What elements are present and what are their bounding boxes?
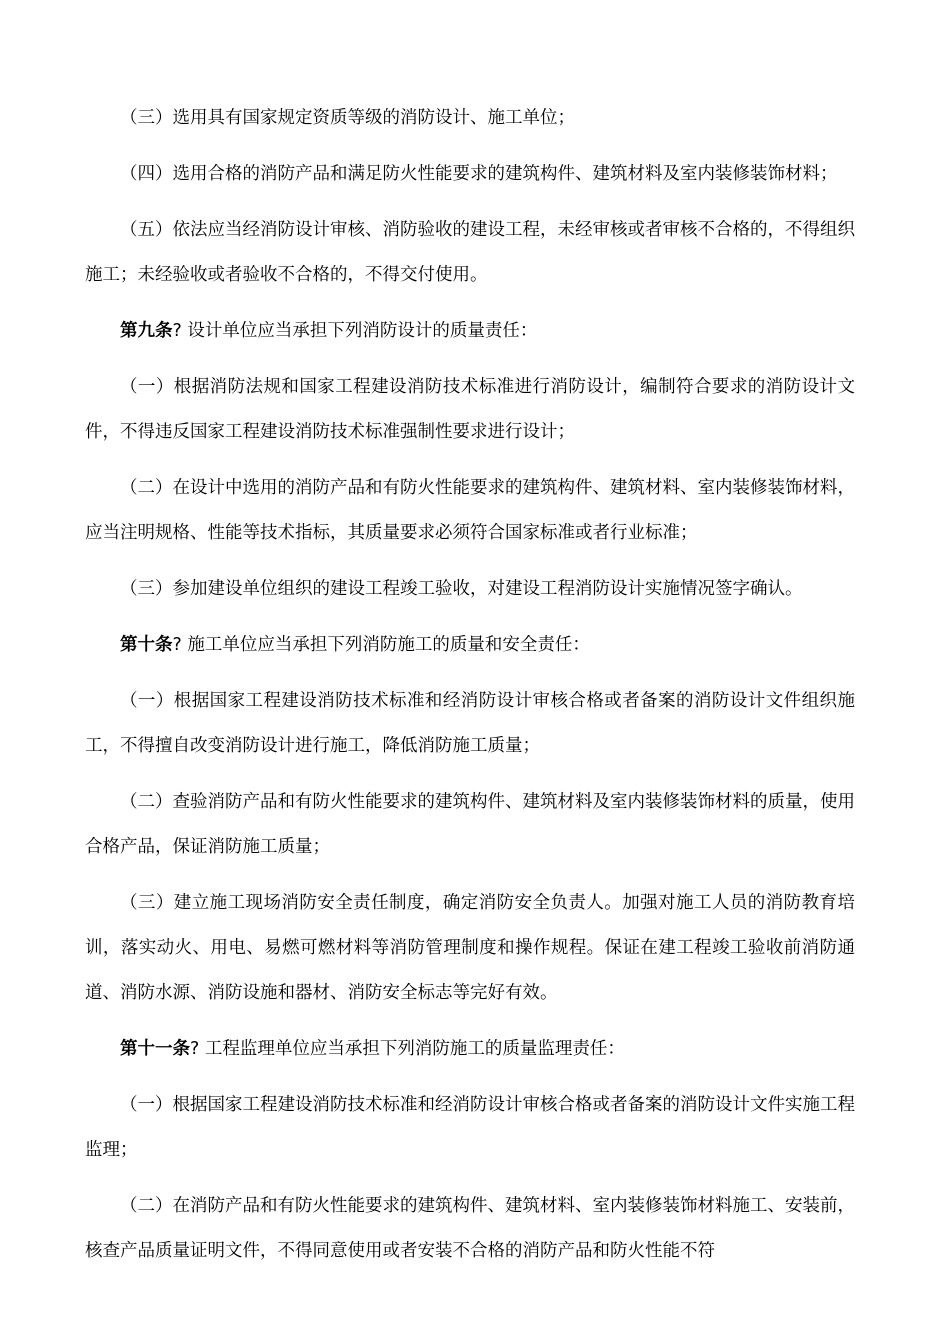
paragraph-3-3 [85, 96, 855, 141]
document-body [85, 96, 855, 1285]
paragraph-11-2 [85, 1184, 855, 1274]
paragraph-text: （四）选用合格的消防产品和满足防火性能要求的建筑构件、建筑材料及室内装修装饰材料； [120, 164, 838, 184]
paragraph-text: （三）参加建设单位组织的建设工程竣工验收，对建设工程消防设计实施情况签字确认。 [120, 579, 803, 599]
paragraph-11-1 [85, 1083, 855, 1173]
paragraph-3-4 [85, 152, 855, 197]
article-lead-text: ? 施工单位应当承担下列消防施工的质量和安全责任： [172, 635, 590, 655]
paragraph-9-1 [85, 365, 855, 455]
article-11 [85, 1027, 855, 1072]
article-title: 第九条 [120, 321, 173, 341]
paragraph-text: （一）根据消防法规和国家工程建设消防技术标准进行消防设计，编制符合要求的消防设计文件，不得违反国家工程建设消防技术标准强制性要求进行设计； [85, 377, 855, 442]
paragraph-text: （二）查验消防产品和有防火性能要求的建筑构件、建筑材料及室内装修装饰材料的质量，使用合格产品，保证消防施工质量； [85, 792, 855, 857]
paragraph-text: （二）在消防产品和有防火性能要求的建筑构件、建筑材料、室内装修装饰材料施工、安装前，核查产品质量证明文件，不得同意使用或者安装不合格的消防产品和防火性能不符 [85, 1196, 855, 1261]
article-10 [85, 623, 855, 668]
paragraph-text: （一）根据国家工程建设消防技术标准和经消防设计审核合格或者备案的消防设计文件实施工程监理； [85, 1095, 855, 1160]
article-lead-text: ? 工程监理单位应当承担下列消防施工的质量监理责任： [190, 1039, 625, 1059]
paragraph-10-1 [85, 679, 855, 769]
article-lead-text: ? 设计单位应当承担下列消防设计的质量责任： [172, 321, 538, 341]
paragraph-9-2 [85, 466, 855, 556]
paragraph-3-5 [85, 208, 855, 298]
paragraph-10-3 [85, 881, 855, 1016]
paragraph-text: （二）在设计中选用的消防产品和有防火性能要求的建筑构件、建筑材料、室内装修装饰材料，应当注明规格、性能等技术指标，其质量要求必须符合国家标准或者行业标准； [85, 478, 855, 543]
article-9 [85, 309, 855, 354]
paragraph-text: （三）建立施工现场消防安全责任制度，确定消防安全负责人。加强对施工人员的消防教育培训，落实动火、用电、易燃可燃材料等消防管理制度和操作规程。保证在建工程竣工验收前消防通道、消防水源、消防设施和器材、消防安全标志等完好有效。 [85, 893, 855, 1003]
paragraph-9-3 [85, 567, 855, 612]
paragraph-text: （五）依法应当经消防设计审核、消防验收的建设工程，未经审核或者审核不合格的，不得组织施工；未经验收或者验收不合格的，不得交付使用。 [85, 220, 855, 285]
paragraph-10-2 [85, 780, 855, 870]
paragraph-text: （三）选用具有国家规定资质等级的消防设计、施工单位； [120, 108, 575, 128]
paragraph-text: （一）根据国家工程建设消防技术标准和经消防设计审核合格或者备案的消防设计文件组织施工，不得擅自改变消防设计进行施工，降低消防施工质量； [85, 691, 855, 756]
article-title: 第十一条 [120, 1039, 190, 1059]
article-title: 第十条 [120, 635, 173, 655]
